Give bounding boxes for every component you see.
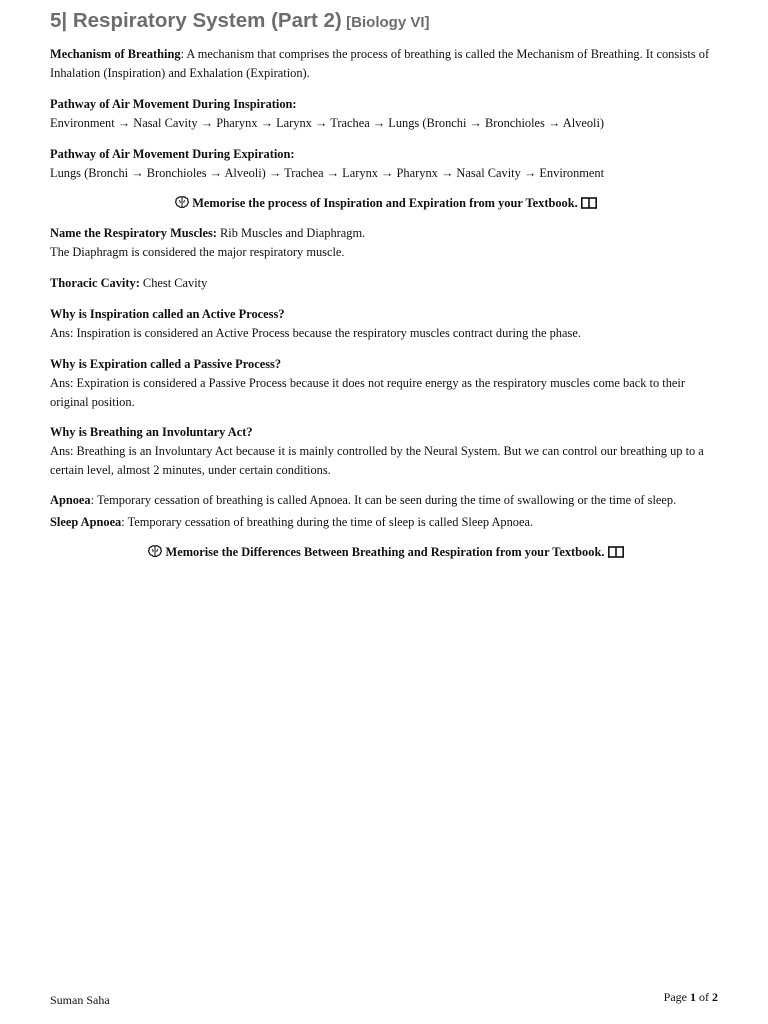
memorise-note-inspiration-text: Memorise the process of Inspiration and Expiration from your Textbook.: [192, 196, 578, 210]
book-icon: [581, 196, 597, 215]
involuntary-act-qa: [50, 423, 722, 480]
respiratory-muscles-term: Name the Respiratory Muscles:: [50, 226, 217, 240]
sleep-apnoea-term: Sleep Apnoea: [50, 515, 122, 529]
page-number: [664, 990, 718, 1005]
brain-icon: [175, 196, 189, 215]
memorise-note-differences: [50, 543, 722, 564]
page-total: 2: [712, 990, 718, 1004]
passive-process-qa: [50, 355, 722, 412]
brain-icon: [148, 545, 162, 564]
page-word: Page: [663, 990, 687, 1004]
inspiration-pathway-text: Environment → Nasal Cavity → Pharynx → Larynx → Trachea → Lungs (Bronchi → Bronchioles → Alveoli): [50, 116, 605, 130]
thoracic-cavity-answer: Chest Cavity: [139, 276, 208, 290]
thoracic-cavity-line: [50, 274, 722, 293]
thoracic-cavity-term: Thoracic Cavity:: [50, 276, 140, 290]
footer-author: Suman Saha: [50, 993, 110, 1007]
page-title: [50, 9, 430, 33]
expiration-pathway-section: [50, 145, 722, 183]
diaphragm-note: The Diaphragm is considered the major respiratory muscle.: [50, 245, 345, 259]
sleep-apnoea-text: : Temporary cessation of breathing during the time of sleep is called Sleep Apnoea.: [121, 515, 534, 529]
inspiration-pathway-heading: Pathway of Air Movement During Inspiration:: [50, 97, 297, 111]
respiratory-muscles-answer: Rib Muscles and Diaphragm.: [216, 226, 366, 240]
inspiration-pathway-section: [50, 95, 722, 133]
subject-label: [Biology VI]: [346, 14, 430, 31]
memorise-note-inspiration: [50, 194, 722, 215]
active-process-answer: Ans: Inspiration is considered an Active Process because the respiratory muscles contract during the phase.: [50, 326, 581, 340]
respiratory-muscles-section: [50, 224, 722, 262]
passive-process-answer: Ans: Expiration is considered a Passive Process because it does not require energy as the respiratory muscles come back to their original position.: [50, 376, 685, 409]
involuntary-act-answer: Ans: Breathing is an Involuntary Act because it is mainly controlled by the Neural System. But we can control our breathing up to a certain level, almost 2 minutes, under certain conditions.: [50, 444, 704, 477]
mechanism-definition: : A mechanism that comprises the process of breathing is called the Mechanism of Breathing. It consists of Inhalation (Inspiration) and Exhalation (Expiration).: [50, 47, 710, 80]
book-icon: [608, 545, 624, 564]
apnoea-term: Apnoea: [50, 493, 91, 507]
document-page: [50, 0, 722, 1024]
chapter-title: 5| Respiratory System (Part 2): [50, 9, 342, 32]
mechanism-paragraph: [50, 45, 722, 83]
apnoea-text: : Temporary cessation of breathing is called Apnoea. It can be seen during the time of swallowing or the time of sleep.: [90, 493, 677, 507]
expiration-pathway-heading: Pathway of Air Movement During Expiration:: [50, 147, 295, 161]
page-current: 1: [690, 990, 696, 1004]
expiration-pathway-text: Lungs (Bronchi → Bronchioles → Alveoli) → Trachea → Larynx → Pharynx → Nasal Cavity → Environment: [50, 166, 605, 180]
mechanism-term: Mechanism of Breathing: [50, 47, 181, 61]
involuntary-act-question: Why is Breathing an Involuntary Act?: [50, 425, 253, 439]
page-of: of: [699, 990, 709, 1004]
active-process-qa: [50, 305, 722, 343]
active-process-question: Why is Inspiration called an Active Process?: [50, 307, 285, 321]
apnoea-definition: [50, 491, 722, 510]
sleep-apnoea-definition: [50, 513, 722, 532]
passive-process-question: Why is Expiration called a Passive Process?: [50, 357, 282, 371]
memorise-note-differences-text: Memorise the Differences Between Breathing and Respiration from your Textbook.: [165, 545, 605, 559]
